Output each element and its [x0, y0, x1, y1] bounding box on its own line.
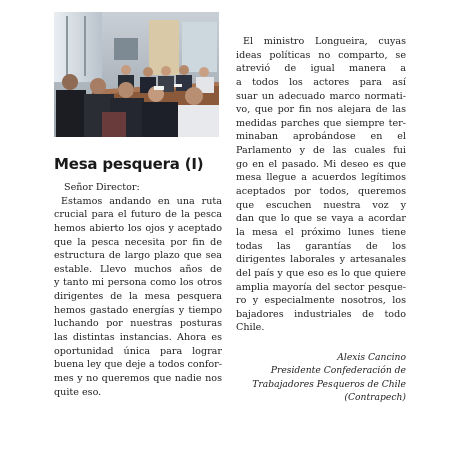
text-line: buena ley que deje a todos confor-	[54, 359, 222, 371]
text-line: hemos abierto los ojos y aceptado	[54, 222, 222, 234]
text-line: la mesa el próximo lunes tiene	[236, 226, 406, 238]
text-line: Parlamento y de las cuales fui	[236, 145, 406, 157]
text-line: dirigentes laborales y artesanales	[236, 254, 406, 266]
text-line: a todos los actores para así	[236, 76, 406, 88]
letter-right-column	[236, 35, 406, 335]
text-line: estable. Llevo muchos años de	[54, 263, 222, 275]
text-line: ro y especialmente nosotros, los	[236, 295, 406, 307]
text-line: atrevió de igual manera a	[236, 63, 406, 75]
text-line: minaban aprobándose en el	[236, 131, 406, 143]
text-line: Señor Director:	[64, 182, 140, 193]
text-line: Estamos andando en una ruta	[61, 195, 222, 207]
text-line: dan que lo que se vaya a acordar	[236, 213, 406, 225]
text-line: suar un adecuado marco normati-	[236, 90, 406, 102]
text-line: ideas políticas no comparto, se	[236, 49, 406, 61]
text-line: hemos gastado energías y tiempo	[54, 304, 222, 316]
text-line: quite eso.	[54, 386, 102, 398]
text-line: vo, que por fin nos alejara de las	[236, 104, 406, 116]
signature-block	[206, 351, 406, 405]
meeting-photo	[54, 12, 219, 137]
text-line: crucial para el futuro de la pesca	[54, 209, 222, 221]
text-line: que la pesca necesita por fin de	[54, 236, 222, 248]
text-line: aceptados por todos, queremos	[236, 186, 406, 198]
letter-left-column	[54, 181, 222, 399]
text-line: estructura de largo plazo que sea	[54, 250, 222, 262]
signature-name: Alexis Cancino	[337, 352, 406, 363]
meeting-photo-image	[54, 12, 219, 137]
signature-org: (Contrapech)	[344, 392, 406, 404]
text-line: amplia mayoría del sector pesque-	[236, 281, 406, 293]
text-line: El ministro Longueira, cuyas	[243, 36, 406, 47]
text-line: go en el pasado. Mi deseo es que	[236, 158, 406, 170]
headline: Mesa pesquera (I)	[54, 155, 204, 173]
text-line: mesa llegue a acuerdos legítimos	[236, 172, 406, 184]
text-line: y tanto mi persona como los otros	[54, 277, 222, 289]
text-line: oportunidad única para lograr	[54, 345, 222, 357]
text-line: del país y que eso es lo que quiere	[236, 267, 406, 279]
text-line: todas las garantías de los	[236, 240, 406, 252]
text-line: medidas parches que siempre ter-	[236, 117, 406, 129]
signature-title: Trabajadores Pesqueros de Chile	[252, 378, 406, 390]
text-line: Chile.	[236, 322, 265, 334]
text-line: que escuchen nuestra voz y	[236, 199, 406, 211]
signature-title: Presidente Confederación de	[270, 365, 406, 377]
text-line: dirigentes de la mesa pesquera	[54, 291, 222, 303]
text-line: luchando por nuestras posturas	[54, 318, 222, 330]
text-line: las distintas instancias. Ahora es	[54, 332, 222, 344]
text-line: mes y no queremos que nadie nos	[54, 372, 222, 384]
text-line: bajadores industriales de todo	[236, 308, 406, 320]
